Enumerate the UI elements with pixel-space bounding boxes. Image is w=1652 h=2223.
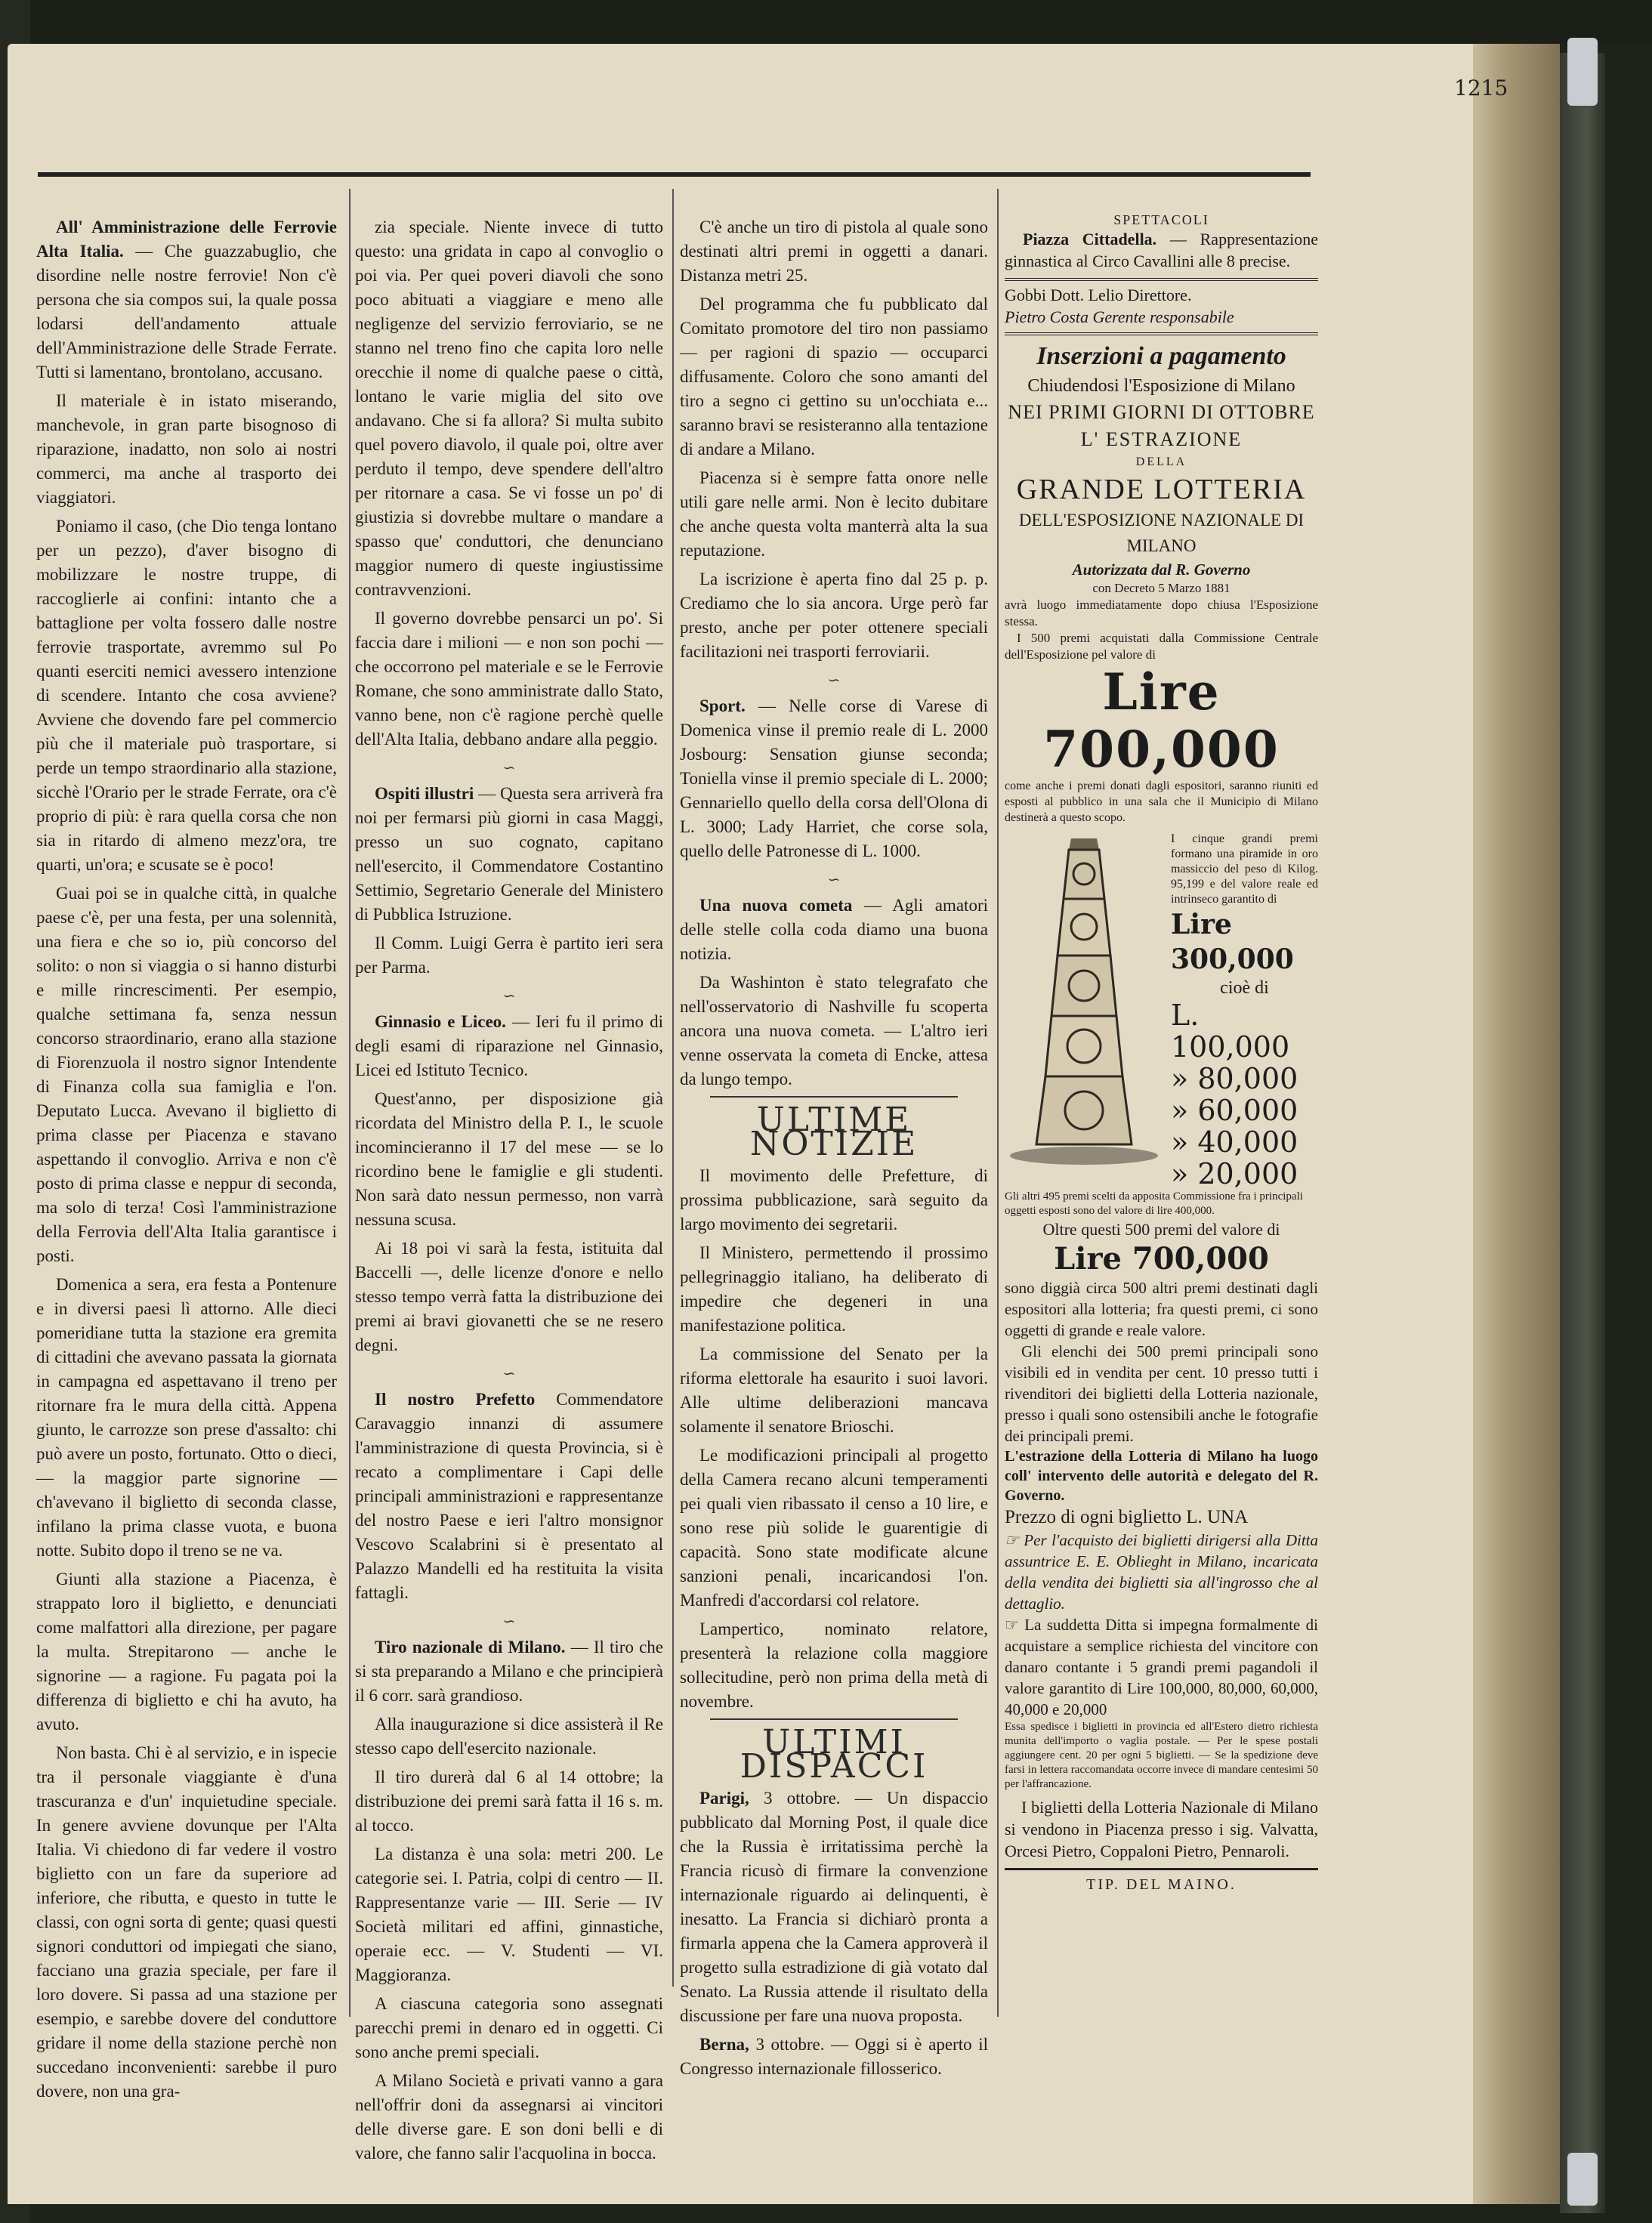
ad-line4: DELLA: [1135, 455, 1187, 468]
article-text: — Il tiro che si sta preparando a Milano e che principierà il 6 corr. sarà grandioso.: [355, 1638, 663, 1705]
article-text: 3 ottobre. — Oggi si è aperto il Congresso internazionale fillosserico.: [680, 2035, 988, 2078]
column-2: [355, 215, 664, 2163]
ad-big2: DELL'ESPOSIZIONE NAZIONALE DI MILANO: [1018, 511, 1305, 555]
ad-p6: Essa spedisce i biglietti in provincia ed all'Estero dietro richiesta munita dell'importo o vaglia postale. — Per le spese postali aggiungere cent. 20 per ogni 5 biglietti. — Se la spedizione deve farsi in lettera raccomandata occorre invece di mandare centesimi 50 per l'affrancazione.: [1005, 1721, 1318, 1790]
ad-lire-300000: Lire 300,000: [1171, 909, 1294, 975]
pyramid-block: [1005, 832, 1318, 1218]
dark-background: [0, 0, 1652, 45]
pyramid-illustration: [1005, 835, 1163, 1167]
column-3: [680, 215, 988, 2078]
article-paragraph: [36, 1741, 337, 2104]
prize-value: » 60,000: [1171, 1094, 1298, 1127]
ornament-divider: ∽: [502, 1613, 516, 1630]
article-text: Domenica a sera, era festa a Pontenure e in diversi paesi lì attorno. Alle dieci pomeridiane tutta la stazione era gremita di cittadini che avevano passata la giornata in campagna ed aspettavano il treno per ritornare fra le mura della città. Appena giunto, le carrozze son prese d'assalto: chi può avere un posto, fortunato. Otto o dieci, — la maggior parte signorine — ch'avevano il biglietto di seconda classe, infilano la prima classe vuota, e buona notte. Subito dopo il treno se ne va.: [36, 1275, 337, 1560]
article-text: — Agli amatori delle stelle colla coda diamo una buona notizia.: [680, 896, 988, 963]
ad-p5: [1005, 1614, 1318, 1720]
section-rule: [710, 1096, 958, 1098]
ad-p4: [1005, 1530, 1318, 1614]
article-paragraph: [36, 1567, 337, 1737]
page-stack-edge: [1473, 44, 1560, 2204]
article-paragraph: [355, 1992, 663, 2064]
article-text: A ciascuna categoria sono assegnati parecchi premi in denaro ed in oggetti. Ci sono anche premi speciali.: [355, 1994, 663, 2061]
article-paragraph: [355, 1635, 663, 1708]
ad-p4-text: Per l'acquisto dei biglietti dirigersi alla Ditta assuntrice E. E. Oblieght in Milano, incaricata della vendita dei biglietti sia all'ingrosso che al dettaglio.: [1005, 1531, 1318, 1613]
ad-lire-700000: Lire 700,000: [1043, 662, 1280, 779]
footer-rule: [1005, 1868, 1318, 1870]
ornament-divider: ∽: [827, 872, 841, 888]
ad-rule: [1005, 332, 1318, 335]
ultime-notizie-heading: ULTIME NOTIZIE: [749, 1101, 919, 1163]
article-paragraph: [680, 694, 988, 863]
ad-luogo: avrà luogo immediatamente dopo chiusa l'Esposizione stessa.: [1005, 597, 1318, 628]
ad-donati: come anche i premi donati dagli espositori, saranno riuniti ed esposti al pubblico in una sala che il Municipio di Milano destinerà a questo scopo.: [1005, 780, 1318, 824]
article-paragraph: [680, 894, 988, 966]
article-text: La iscrizione è aperta fino dal 25 p. p. Crediamo che lo sia ancora. Urge però far presto, anche per poter ottenere speciali facilitazioni nei trasporti ferroviarii.: [680, 570, 988, 661]
article-text: Il movimento delle Prefetture, di prossima pubblicazione, sarà seguito da largo movimento dei segretarii.: [680, 1166, 988, 1233]
article-paragraph: [36, 215, 337, 384]
article-paragraph: [355, 931, 663, 980]
article-text: Le modificazioni principali al progetto della Camera recano alcuni temperamenti pei quali vien ribassato il censo a 10 lire, e sono rese più solide le guarentigie di capacità. Sono state modificate alcune sanzioni penali, incaricandosi l'on. Manfredi d'accordarsi col relatore.: [680, 1446, 988, 1610]
ad-cioe: cioè di: [1220, 978, 1269, 998]
ad-p3: L'estrazione della Lotteria di Milano ha luogo coll' intervento delle autorità e delegato del R. Governo.: [1005, 1448, 1318, 1504]
ad-acq: I 500 premi acquistati dalla Commissione Centrale dell'Esposizione pel valore di: [1005, 631, 1318, 662]
article-paragraph: [355, 1842, 663, 1987]
article-heading: Sport.: [699, 696, 746, 715]
article-paragraph: [680, 292, 988, 462]
article-paragraph: [355, 782, 663, 927]
article-text: Il tiro durerà dal 6 al 14 ottobre; la distribuzione dei premi sarà fatta il 16 s. m. al tocco.: [355, 1768, 663, 1835]
ad-p7: I biglietti della Lotteria Nazionale di Milano si vendono in Piacenza presso i sig. Valvatta, Orcesi Pietro, Coppaloni Pietro, Pennaroli.: [1005, 1798, 1318, 1860]
article-paragraph: [355, 1087, 663, 1232]
article-text: — Che guazzabuglio, che disordine nelle nostre ferrovie! Non c'è persona che sia compos sui, la quale possa lodarsi dell'andamento attuale dell'Amministrazione delle Strade Ferrate. Tutti si lamentano, brontolano, accusano.: [36, 242, 337, 381]
article-paragraph: [355, 1010, 663, 1082]
article-text: zia speciale. Niente invece di tutto questo: una gridata in capo al convoglio o poi via. Per quei poveri diavoli che sono poco abituati a viaggiare e meno alle negligenze del servizio ferroviario, se ne stanno nel treno fino che capita loro nelle orecchie il nome di qualche paese o città, lontano le varie miglia del sito ove andavano. Che si fa allora? Si multa subito quel povero diavolo, il quale poi, oltre aver perduto il tempo, deve spendere dell'altro per ritornare a casa. Se vi fosse un po' di giustizia si dovrebbe multare o mandare a spasso que' conduttori, che denunciano maggior numero di queste ingiustissime contravvenzioni.: [355, 218, 663, 599]
ad-cinque: I cinque grandi premi formano una piramide in oro massiccio del peso di Kilog. 95,199 e del valore reale ed intrinseco garantito di: [1171, 832, 1318, 906]
article-text: Ai 18 poi vi sarà la festa, istituita dal Baccelli —, delle licenze d'onore e nello stesso tempo verrà fatta la distribuzione dei premi ai bravi giovanetti che se ne resero degni.: [355, 1239, 663, 1354]
article-text: Guai poi se in qualche città, in qualche paese c'è, per una festa, per una solennità, una fiera e che so io, più concorso del solito: o non si viaggia o si hanno disturbi e mille rincrescimenti. Per esempio, qualche settimana fa, senza nessun concorso straordinario, erano alla stazione di Fiorenzuola il nostro signor Intendente di Finanza colla sua famiglia e l'on. Deputato Lucca. Avevano il biglietto di prima classe per Piacenza e stavano aspettando il convoglio. Arriva e non c'è posto di prima classe e neppur di seconda, ma solo di terza! Così l'amministrazione della Ferrovia dell'Alta Italia garantisce i posti.: [36, 884, 337, 1265]
article-paragraph: [355, 2069, 663, 2166]
ad-big1: GRANDE LOTTERIA: [1016, 474, 1307, 505]
ornament-divider: ∽: [502, 988, 516, 1005]
direttore-line: Gobbi Dott. Lelio Direttore.: [1005, 286, 1192, 304]
article-paragraph: [36, 389, 337, 510]
ad-p5-text: La suddetta Ditta si impegna formalmente di acquistare a semplice richiesta del vincitore con danaro contante i 5 grandi premi pagandoli il valore garantito di Lire 100,000, 80,000, 60,000, 40,000 e 20,000: [1005, 1616, 1319, 1718]
article-heading: Una nuova cometa: [699, 896, 853, 915]
article-text: Del programma che fu pubblicato dal Comitato promotore del tiro non passiamo — per ragioni di spazio — occuparci diffusamente. Coloro che sono amanti del tiro a segno ci gettino su un'occhiata e... saranno bravi se resisteranno alla tentazione di andare a Milano.: [680, 295, 988, 458]
ad-line3: L' ESTRAZIONE: [1080, 428, 1243, 450]
article-paragraph: [36, 881, 337, 1268]
ad-decree: con Decreto 5 Marzo 1881: [1092, 581, 1231, 595]
prize-value: » 40,000: [1171, 1125, 1298, 1159]
pointing-hand-icon: ☞: [1005, 1616, 1025, 1634]
article-heading: All' Amministrazione delle Ferrovie Alta Italia.: [36, 218, 337, 261]
article-heading: Ospiti illustri: [375, 784, 474, 803]
article-text: Da Washinton è stato telegrafato che nell'osservatorio di Nashville fu scoperta ancora una nuova cometa. — L'altro ieri venne osservata la cometa di Encke, attesa da lungo tempo.: [680, 973, 988, 1088]
article-text: C'è anche un tiro di pistola al quale sono destinati altri premi in oggetti a danari. Distanza metri 25.: [680, 218, 988, 285]
article-text: La distanza è una sola: metri 200. Le categorie sei. I. Patria, colpi di centro — II. Rappresentanze varie — III. Serie — IV Società militari ed affini, ginnastiche, operaie ecc. — V. Studenti — VI. Maggioranza.: [355, 1845, 663, 1984]
binding-clip: [1567, 38, 1598, 106]
ad-p1: sono diggià circa 500 altri premi destinati dagli espositori alla lotteria; fra questi premi, ci sono oggetti di grande e reale valore.: [1005, 1279, 1318, 1339]
ultimi-dispacci-heading: ULTIMI DISPACCI: [740, 1723, 928, 1786]
article-paragraph: [680, 1241, 988, 1338]
article-heading: Il nostro Prefetto: [375, 1390, 536, 1409]
column-divider: [997, 189, 999, 2017]
article-paragraph: [355, 1388, 663, 1605]
article-paragraph: [355, 1237, 663, 1357]
article-text: A Milano Società e privati vanno a gara nell'offrir doni da assegnarsi ai vincitori delle diverse gare. E son doni belli e di valore, che fanno salir l'acquolina in bocca.: [355, 2071, 663, 2163]
article-paragraph: [680, 567, 988, 664]
ad-title: Inserzioni a pagamento: [1036, 342, 1286, 370]
gerente-line: Pietro Costa Gerente responsabile: [1005, 307, 1234, 326]
prize-value: » 80,000: [1171, 1062, 1298, 1095]
article-text: — Questa sera arriverà fra noi per fermarsi più giorni in casa Maggi, presso un suo cognato, capitano nell'esercito, il Commendatore Costantino Settimio, Segretario Generale del Ministero di Pubblica Istruzione.: [355, 784, 664, 924]
article-text: Il governo dovrebbe pensarci un po'. Si faccia dare i milioni — e non son pochi — che occorrono pel materiale e se le Ferrovie Romane, che sono amministrate dallo Stato, vanno bene, non c'è ragione perchè quelle dell'Alta Italia, debbano andare alla peggio.: [355, 609, 663, 749]
prize-value: L. 100,000: [1171, 999, 1290, 1064]
spettacoli-notice: [1005, 228, 1318, 272]
article-text: Lampertico, nominato relatore, presenterà la relazione colla maggiore sollecitudine, però non prima della metà di novembre.: [680, 1619, 988, 1711]
ad-line1: Chiudendosi l'Esposizione di Milano: [1027, 376, 1295, 396]
column-divider: [349, 189, 350, 2017]
ad-auth: Autorizzata dal R. Governo: [1072, 560, 1251, 579]
article-text: La commissione del Senato per la riforma elettorale ha esaurito i suoi lavori. Alle ultime deliberazioni mancava solamente il senatore Brioschi.: [680, 1345, 988, 1436]
spettacoli-rule: [1005, 278, 1318, 281]
article-paragraph: [355, 1765, 663, 1838]
article-text: Non basta. Chi è al servizio, e in ispecie tra il personale viaggiante è d'una trascuranza e d'un' inquietudine speciale. In genere avviene dovunque per l'Alta Italia. Vi chiedono di far vedere il vostro biglietto con un fare da superiore ad inferiore, che ributta, e questo in tutte le classi, con ogni sorta di gente; quasi questi signori conduttori od impiegati che siano, facciano una grazia speciale, per fare il loro dovere. Si passa ad una stazione per esempio, e sarebbe dovere del conduttore gridare il nome della stazione perchè non succedano inconvenienti: sarebbe il puro dovere, non una gra-: [36, 1743, 337, 2101]
binding-clip: [1567, 2153, 1598, 2206]
article-text: Alla inaugurazione si dice assisterà il Re stesso capo dell'esercito nazionale.: [355, 1715, 663, 1758]
article-paragraph: [355, 607, 663, 752]
article-paragraph: [680, 1342, 988, 1439]
column-4: [1005, 211, 1318, 1894]
column-1: [36, 215, 337, 2101]
article-heading: Ginnasio e Liceo.: [375, 1012, 506, 1031]
article-text: — Nelle corse di Varese di Domenica vinse il premio reale di L. 2000 Josbourg: Sensation giunse seconda; Toniella vinse il premio speciale di L. 2000; Gennariello quello della corsa dell'Olona di L. 3000; Lady Harriet, che corse sola, quello delle Patronesse di L. 1000.: [680, 696, 988, 860]
spettacoli-head: Piazza Cittadella.: [1023, 230, 1157, 249]
spettacoli-text: — Rappresentazione ginnastica al Circo Cavallini alle 8 precise.: [1005, 230, 1318, 270]
article-text: Piacenza si è sempre fatta onore nelle utili gare nelle armi. Non è lecito dubitare che anche questa volta manterrà alta la sua reputazione.: [680, 468, 988, 560]
ornament-divider: ∽: [827, 672, 841, 689]
article-text: Il materiale è in istato miserando, manchevole, in gran parte bisognoso di riparazione, inadatto, non solo ai nostri commerci, ma anche al trasporto dei viaggiatori.: [36, 391, 337, 507]
article-paragraph: [680, 2033, 988, 2081]
article-paragraph: [355, 1712, 663, 1761]
article-paragraph: [680, 1786, 988, 2028]
prize-value: » 20,000: [1171, 1157, 1298, 1190]
article-heading: Parigi,: [699, 1789, 749, 1808]
article-paragraph: [355, 215, 663, 602]
article-paragraph: [36, 514, 337, 877]
article-text: Commendatore Caravaggio innanzi di assumere l'amministrazione di questa Provincia, si è recato a complimentare i Capi delle principali amministrazioni e rappresentanze del nostro Paese e ieri l'altro monsignor Vescovo Scalabrini si è presentato al Palazzo Mandelli ed ha restituita la visita fattagli.: [355, 1390, 664, 1602]
ornament-divider: ∽: [502, 760, 516, 777]
printer-imprint: TIP. DEL MAINO.: [1086, 1876, 1237, 1893]
article-paragraph: [680, 215, 988, 288]
article-text: Giunti alla stazione a Piacenza, è strappato loro il biglietto, e denunciati come malfattori alla direzione, per pagare la multa. Strepitarono — anche le signorine — a ragione. Fu pagata poi la differenza di biglietto e chi ha avuto, ha avuto.: [36, 1570, 337, 1734]
article-paragraph: [680, 1164, 988, 1237]
book-binding: [1560, 53, 1605, 2213]
article-text: Poniamo il caso, (che Dio tenga lontano per un pezzo), d'aver bisogno di mobilizzare le nostre truppe, di raccoglierle ai confini: intanto che a battaglione per volta fossero dalle nostre ferrovie trasportate, avremmo sul Po quanti eserciti nemici avessero intenzione di scendere. Intanto che cosa avviene? Avviene che dovendo fare pel commercio più che il materiale può trasportare, si perde un tempo straordinario alla stazione, sicchè l'Orario per le strade Ferrate, ora c'è proprio di più: è rara quella corsa che non sia in ritardo di almeno mezz'ora, tre quarti, un'ora; e scusate se è poco!: [36, 517, 337, 874]
spettacoli-label: SPETTACOLI: [1113, 212, 1209, 227]
ad-oltre: Oltre questi 500 premi del valore di: [1042, 1220, 1280, 1239]
article-text: Quest'anno, per disposizione già ricordata del Ministro della P. I., le scuole incomincieranno il 17 del mese — se lo ricordino bene le famiglie e gli studenti. Non sarà dato nessun permesso, non varrà nessuna scusa.: [355, 1089, 663, 1229]
ornament-divider: ∽: [502, 1366, 516, 1382]
header-rule: [38, 172, 1311, 177]
ad-lire-700000-b: Lire 700,000: [1054, 1241, 1269, 1277]
page-number: 1215: [1454, 76, 1508, 100]
article-paragraph: [680, 1617, 988, 1714]
article-text: — Ieri fu il primo di degli esami di riparazione nel Ginnasio, Licei ed Istituto Tecnico.: [355, 1012, 663, 1079]
article-text: 3 ottobre. — Un dispaccio pubblicato dal Morning Post, il quale dice che la Russia è irritatissima perchè la Francia ricusò di firmare la convenzione internazionale riguardo ai delinquenti, è inesatto. La Francia si dichiarò pronta a firmarla appena che la Camera approverà il progetto sulla estradizione di già votato dal Senato. La Russia attende il risultato della discussione per fare una nuova proposta.: [680, 1789, 988, 2025]
article-heading: Berna,: [699, 2035, 749, 2054]
article-paragraph: [680, 971, 988, 1091]
article-text: Il Comm. Luigi Gerra è partito ieri sera per Parma.: [355, 934, 663, 977]
pointing-hand-icon: ☞: [1005, 1531, 1024, 1549]
ad-altri: Gli altri 495 premi scelti da apposita Commissione fra i principali oggetti esposti sono del valore di lire 400,000.: [1005, 1190, 1303, 1217]
article-paragraph: [36, 1273, 337, 1563]
article-heading: Tiro nazionale di Milano.: [375, 1638, 566, 1656]
section-rule: [710, 1718, 958, 1720]
ad-line2: NEI PRIMI GIORNI DI OTTOBRE: [1008, 401, 1315, 423]
article-paragraph: [680, 1443, 988, 1613]
ad-prezzo: Prezzo di ogni biglietto L. UNA: [1005, 1507, 1249, 1527]
article-paragraph: [680, 466, 988, 563]
ad-p2: Gli elenchi dei 500 premi principali sono visibili ed in vendita per cent. 10 presso tutti i rivenditori dei biglietti della Lotteria nazionale, presso i quali sono ostensibili anche le fotografie dei principali premi.: [1005, 1342, 1318, 1445]
article-text: Il Ministero, permettendo il prossimo pellegrinaggio italiano, ha deliberato di impedire che degeneri in una manifestazione politica.: [680, 1243, 988, 1335]
column-divider: [672, 189, 674, 1987]
